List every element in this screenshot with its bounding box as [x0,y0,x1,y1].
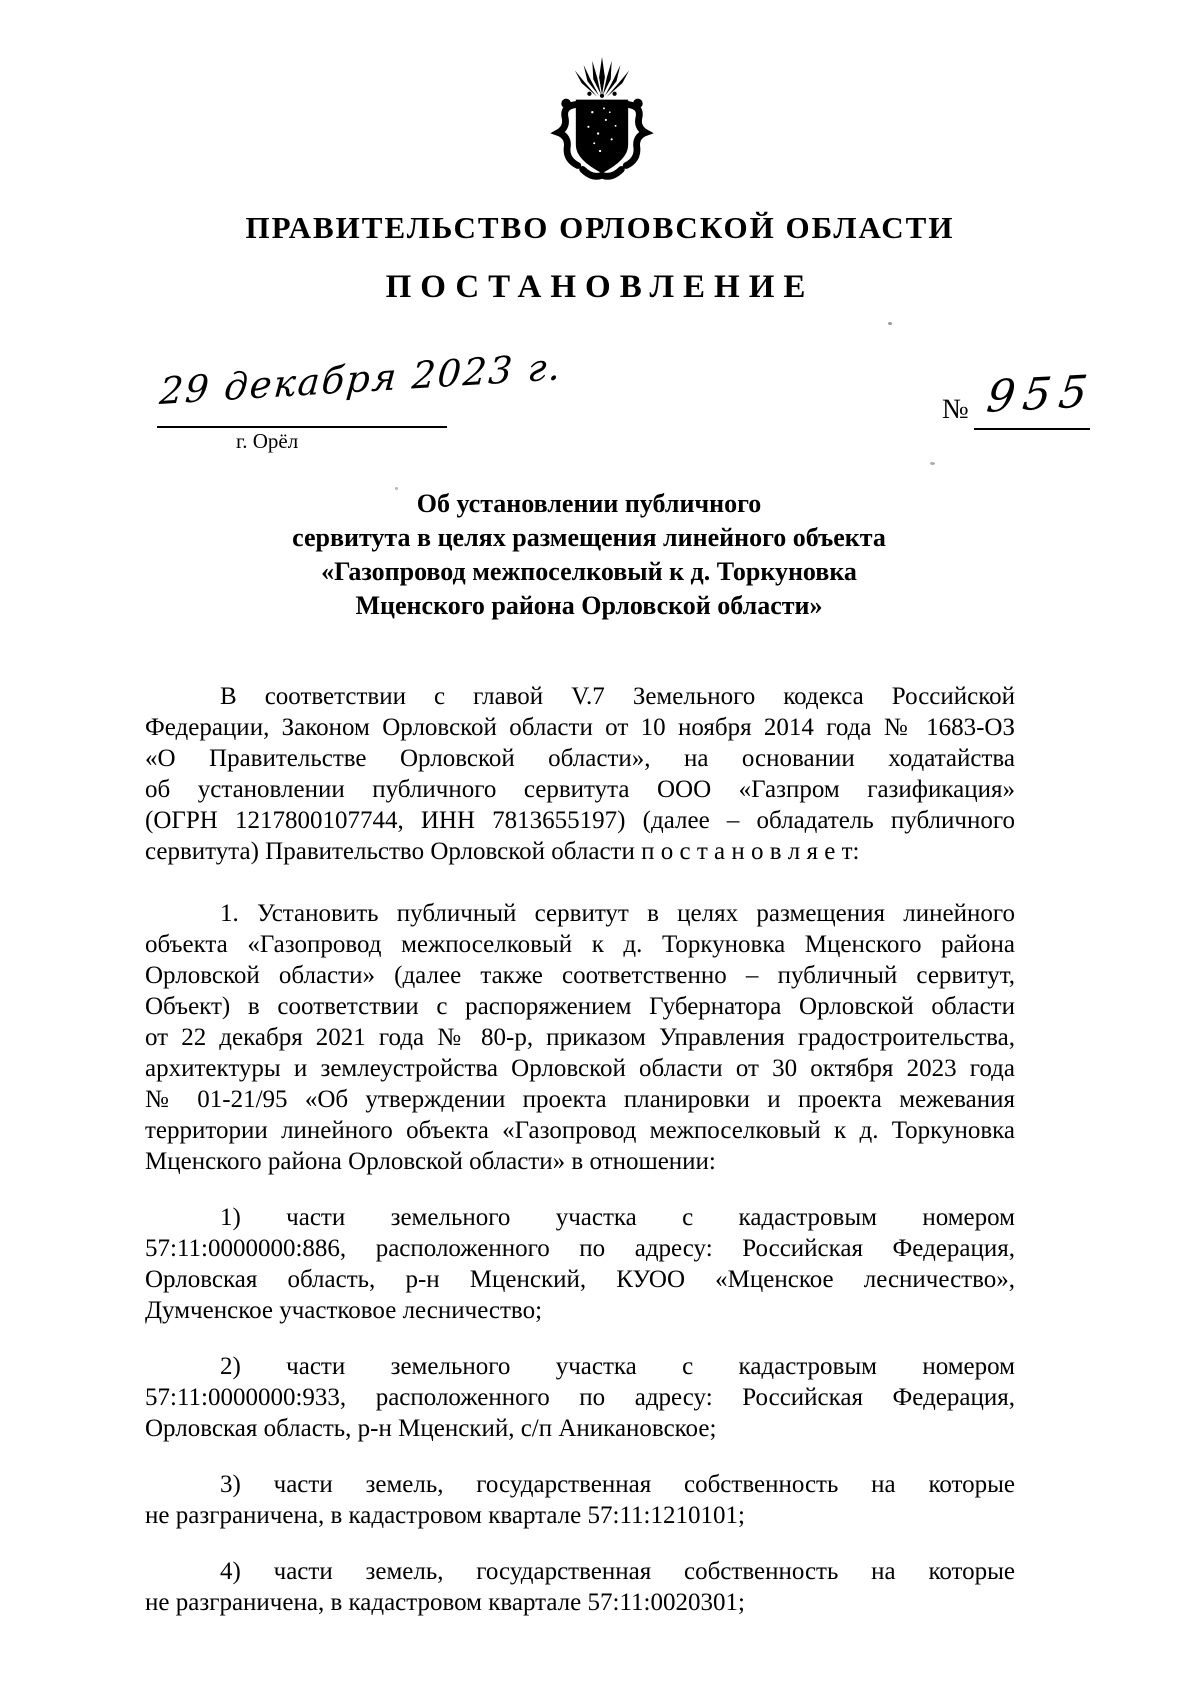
body-line: сервитута) Правительство Орловской области п о с т а н о в л я е т: [145,838,860,865]
body-line: «О Правительстве Орловской области», на основании ходатайства [145,745,1015,772]
body-line: об установлении публичного сервитута ООО «Газпром газификация» [145,776,1015,803]
body-line: 1. Установить публичный сервитут в целях размещения линейного [220,900,1015,927]
handwritten-date: 29 декабря 2023 г. [158,345,564,413]
body-line: Орловская область, р-н Мценский, с/п Аникановское; [145,1415,717,1442]
oryol-oblast-coat-of-arms-icon [543,56,661,182]
body-line: территории линейного объекта «Газопровод межпоселковый к д. Торкуновка [145,1117,1015,1144]
body-line: 4) части земель, государственная собственность на которые [220,1558,1015,1585]
document-subject [0,487,1178,623]
body-line: 57:11:0000000:933, расположенного по адресу: Российская Федерация, [145,1384,1015,1411]
body-line: (ОГРН 1217800107744, ИНН 7813655197) (далее – обладатель публичного [145,807,1015,834]
government-name-heading: ПРАВИТЕЛЬСТВО ОРЛОВСКОЙ ОБЛАСТИ [245,210,955,245]
body-line: № 01-21/95 «Об утверждении проекта планировки и проекта межевания [145,1086,1015,1113]
body-line: объекта «Газопровод межпоселковый к д. Торкуновка Мценского района [145,931,1015,958]
number-underline [974,428,1090,430]
place-label: г. Орёл [236,429,299,453]
handwritten-number: 955 [984,365,1099,423]
body-line: Мценского района Орловской области» в отношении: [145,1148,716,1175]
subject-line: «Газопровод межпоселковый к д. Торкуновка [321,557,857,586]
document-type-heading: ПОСТАНОВЛЕНИЕ [385,269,815,305]
body-line: 57:11:0000000:886, расположенного по адресу: Российская Федерация, [145,1235,1015,1262]
scan-speck [395,487,398,490]
body-line: не разграничена, в кадастровом квартале 57:11:1210101; [145,1502,745,1529]
scan-speck [888,322,892,325]
body-line: Федерации, Законом Орловской области от 10 ноября 2014 года № 1683-ОЗ [145,714,1015,741]
number-sign-label: № [942,394,969,425]
body-line: В соответствии с главой V.7 Земельного кодекса Российской [220,683,1015,710]
document-body [145,681,1015,1643]
subject-line: Мценского района Орловской области» [355,591,823,620]
body-line: 2) части земельного участка с кадастровым номером [220,1353,1015,1380]
body-line: Орловская область, р-н Мценский, КУОО «Мценское лесничество», [145,1266,1015,1293]
body-line: 1) части земельного участка с кадастровым номером [220,1204,1015,1231]
body-line: Думченское участковое лесничество; [145,1297,543,1324]
body-line: не разграничена, в кадастровом квартале 57:11:0020301; [145,1589,745,1616]
body-line: архитектуры и землеустройства Орловской области от 30 октября 2023 года [145,1055,1015,1082]
body-line: от 22 декабря 2021 года № 80-р, приказом Управления градостроительства, [145,1024,1015,1051]
subject-line: сервитута в целях размещения линейного объекта [292,523,886,552]
body-line: Объект) в соответствии с распоряжением Губернатора Орловской области [145,993,1015,1020]
body-line: Орловской области» (далее также соответственно – публичный сервитут, [145,962,1015,989]
subject-line: Об установлении публичного [416,489,762,518]
body-line: 3) части земель, государственная собственность на которые [220,1471,1015,1498]
scan-speck [930,462,935,465]
date-underline [157,426,447,428]
